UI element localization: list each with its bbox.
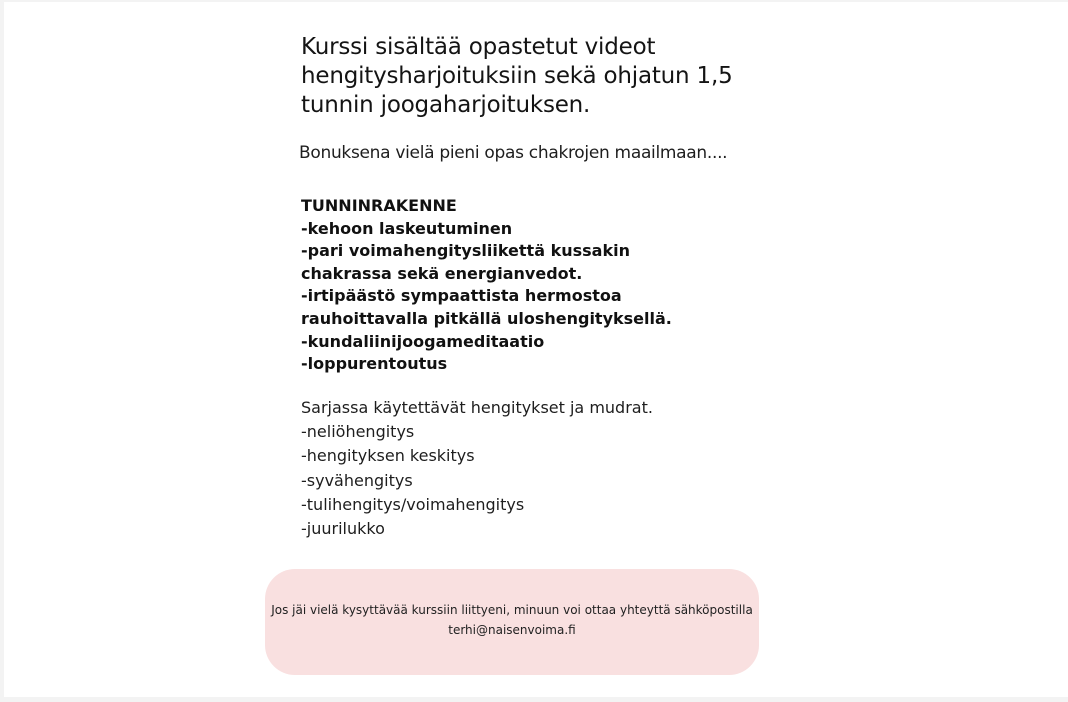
bonus-text: Bonuksena vielä pieni opas chakrojen maailmaan....: [299, 143, 728, 163]
list-item: -neliöhengitys: [301, 422, 415, 442]
page: [4, 2, 1068, 697]
contact-email: terhi@naisenvoima.fi: [448, 622, 576, 637]
list-item: -pari voimahengitysliikettä kussakin: [301, 241, 630, 261]
list-item: -kehoon laskeutuminen: [301, 218, 513, 238]
course-heading: Kurssi sisältää opastetut videot hengitysharjoituksiin sekä ohjatun 1,5 tunnin joogaharjoituksen.: [301, 34, 733, 118]
list-item: rauhoittavalla pitkällä uloshengityksellä.: [301, 308, 672, 328]
breathing-techniques-list: [301, 396, 653, 541]
breathing-techniques-title: Sarjassa käytettävät hengitykset ja mudrat.: [301, 398, 653, 417]
contact-box: [265, 569, 759, 675]
list-item: -irtipäästö sympaattista hermostoa: [301, 286, 622, 306]
lesson-structure-list: [301, 195, 672, 376]
contact-info: [265, 601, 759, 640]
list-item: chakrassa sekä energianvedot.: [301, 263, 583, 283]
contact-message: Jos jäi vielä kysyttävää kurssiin liittyeni, minuun voi ottaa yhteyttä sähköpostilla: [271, 603, 753, 617]
lesson-structure-title: TUNNINRAKENNE: [301, 196, 457, 215]
list-item: -syvähengitys: [301, 470, 413, 490]
list-item: -hengityksen keskitys: [301, 446, 475, 466]
list-item: -juurilukko: [301, 519, 385, 539]
list-item: -kundaliinijoogameditaatio: [301, 331, 545, 351]
list-item: -loppurentoutus: [301, 354, 448, 374]
list-item: -tulihengitys/voimahengitys: [301, 494, 525, 514]
